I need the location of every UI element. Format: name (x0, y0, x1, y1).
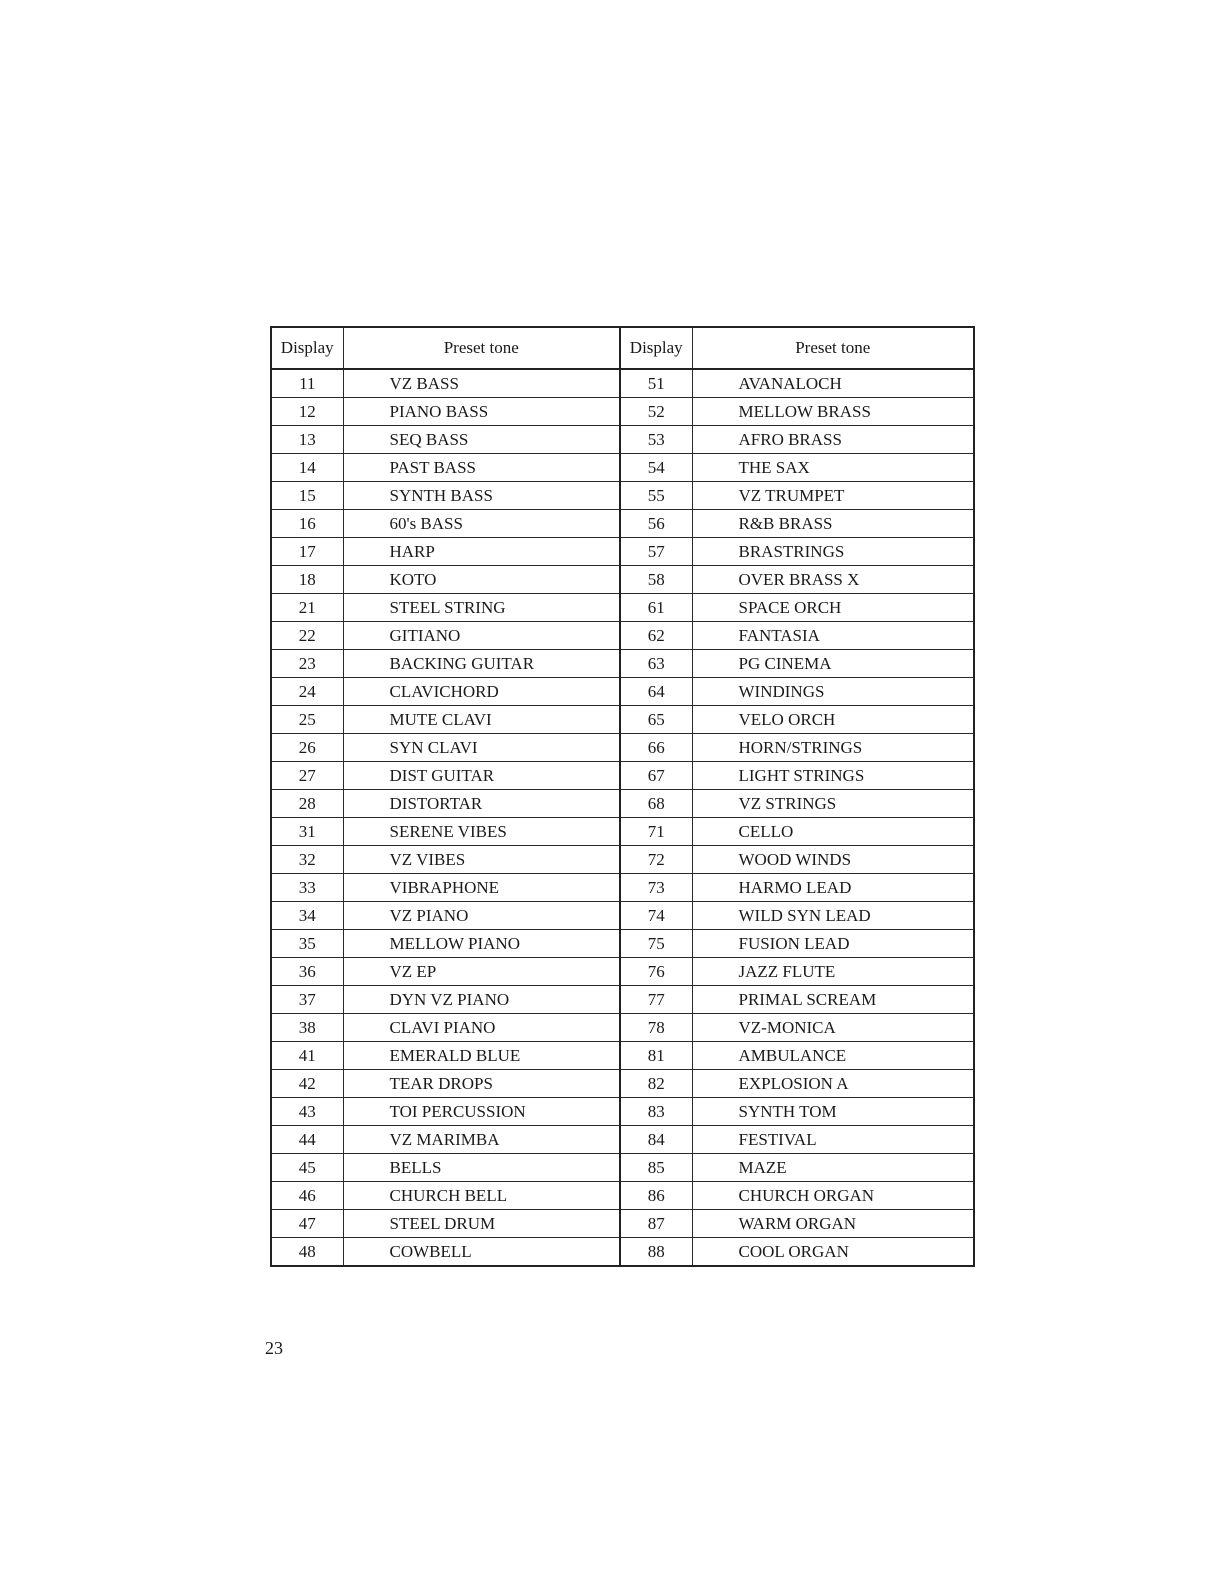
display-number-left: 21 (271, 594, 343, 622)
table-row (271, 650, 974, 678)
preset-tone-left: 60's BASS (343, 510, 620, 538)
display-number-left: 33 (271, 874, 343, 902)
display-number-left: 37 (271, 986, 343, 1014)
display-number-right: 57 (620, 538, 692, 566)
display-number-right: 55 (620, 482, 692, 510)
preset-tone-left: GITIANO (343, 622, 620, 650)
preset-tone-right: PRIMAL SCREAM (692, 986, 974, 1014)
display-number-left: 34 (271, 902, 343, 930)
preset-tone-right: WINDINGS (692, 678, 974, 706)
table-row (271, 846, 974, 874)
preset-tone-left: SEQ BASS (343, 426, 620, 454)
display-number-left: 48 (271, 1238, 343, 1267)
display-number-left: 16 (271, 510, 343, 538)
display-number-right: 61 (620, 594, 692, 622)
display-number-left: 11 (271, 369, 343, 398)
preset-tone-right: FESTIVAL (692, 1126, 974, 1154)
display-number-left: 28 (271, 790, 343, 818)
display-number-left: 35 (271, 930, 343, 958)
preset-tone-left: TOI PERCUSSION (343, 1098, 620, 1126)
table-row (271, 1042, 974, 1070)
display-number-right: 66 (620, 734, 692, 762)
table-row (271, 566, 974, 594)
display-number-left: 41 (271, 1042, 343, 1070)
display-number-left: 18 (271, 566, 343, 594)
preset-tone-left: STEEL STRING (343, 594, 620, 622)
table-row (271, 622, 974, 650)
table-row (271, 958, 974, 986)
preset-tone-left: CHURCH BELL (343, 1182, 620, 1210)
display-number-right: 51 (620, 369, 692, 398)
table-row (271, 538, 974, 566)
preset-tone-left: BACKING GUITAR (343, 650, 620, 678)
preset-tone-right: AMBULANCE (692, 1042, 974, 1070)
preset-tone-left: BELLS (343, 1154, 620, 1182)
preset-tone-left: VZ VIBES (343, 846, 620, 874)
preset-tone-left: DISTORTAR (343, 790, 620, 818)
display-number-right: 58 (620, 566, 692, 594)
display-number-right: 54 (620, 454, 692, 482)
display-number-left: 13 (271, 426, 343, 454)
display-number-right: 84 (620, 1126, 692, 1154)
preset-tone-right: MAZE (692, 1154, 974, 1182)
preset-tone-table (270, 326, 975, 1267)
preset-tone-left: VZ EP (343, 958, 620, 986)
table-body (271, 369, 974, 1266)
preset-tone-right: EXPLOSION A (692, 1070, 974, 1098)
preset-tone-right: BRASTRINGS (692, 538, 974, 566)
preset-tone-left: SYNTH BASS (343, 482, 620, 510)
preset-tone-right: HARMO LEAD (692, 874, 974, 902)
page-number: 23 (265, 1338, 283, 1358)
preset-tone-left: CLAVICHORD (343, 678, 620, 706)
display-number-right: 63 (620, 650, 692, 678)
display-number-left: 36 (271, 958, 343, 986)
preset-tone-left: PAST BASS (343, 454, 620, 482)
display-number-left: 22 (271, 622, 343, 650)
table-row (271, 482, 974, 510)
display-number-right: 73 (620, 874, 692, 902)
display-number-right: 56 (620, 510, 692, 538)
display-number-right: 83 (620, 1098, 692, 1126)
table-row (271, 369, 974, 398)
display-number-left: 46 (271, 1182, 343, 1210)
display-number-left: 12 (271, 398, 343, 426)
display-number-right: 76 (620, 958, 692, 986)
preset-tone-left: SYN CLAVI (343, 734, 620, 762)
preset-tone-right: SYNTH TOM (692, 1098, 974, 1126)
preset-tone-right: LIGHT STRINGS (692, 762, 974, 790)
display-number-left: 23 (271, 650, 343, 678)
preset-tone-right: COOL ORGAN (692, 1238, 974, 1267)
preset-tone-left: MUTE CLAVI (343, 706, 620, 734)
display-number-right: 53 (620, 426, 692, 454)
display-number-left: 47 (271, 1210, 343, 1238)
preset-tone-right: THE SAX (692, 454, 974, 482)
preset-tone-right: CHURCH ORGAN (692, 1182, 974, 1210)
display-number-left: 17 (271, 538, 343, 566)
preset-tone-right: CELLO (692, 818, 974, 846)
preset-tone-left: KOTO (343, 566, 620, 594)
display-number-left: 27 (271, 762, 343, 790)
display-number-right: 62 (620, 622, 692, 650)
preset-tone-left: DYN VZ PIANO (343, 986, 620, 1014)
table-row (271, 454, 974, 482)
preset-tone-right: HORN/STRINGS (692, 734, 974, 762)
preset-tone-left: SERENE VIBES (343, 818, 620, 846)
preset-tone-left: VIBRAPHONE (343, 874, 620, 902)
display-number-left: 38 (271, 1014, 343, 1042)
display-number-left: 14 (271, 454, 343, 482)
display-number-right: 81 (620, 1042, 692, 1070)
preset-tone-right: FUSION LEAD (692, 930, 974, 958)
table-row (271, 930, 974, 958)
table-row (271, 1238, 974, 1267)
preset-tone-right: VZ STRINGS (692, 790, 974, 818)
table-row (271, 398, 974, 426)
table-row (271, 1210, 974, 1238)
display-number-right: 64 (620, 678, 692, 706)
table-row (271, 706, 974, 734)
preset-tone-right: JAZZ FLUTE (692, 958, 974, 986)
header-display-1: Display (271, 327, 343, 369)
preset-tone-right: PG CINEMA (692, 650, 974, 678)
display-number-right: 67 (620, 762, 692, 790)
display-number-right: 85 (620, 1154, 692, 1182)
display-number-right: 87 (620, 1210, 692, 1238)
table-row (271, 594, 974, 622)
table-row (271, 1126, 974, 1154)
preset-tone-right: AFRO BRASS (692, 426, 974, 454)
display-number-right: 72 (620, 846, 692, 874)
display-number-right: 74 (620, 902, 692, 930)
preset-tone-left: VZ BASS (343, 369, 620, 398)
display-number-right: 78 (620, 1014, 692, 1042)
preset-tone-right: FANTASIA (692, 622, 974, 650)
table-row (271, 1070, 974, 1098)
preset-tone-right: SPACE ORCH (692, 594, 974, 622)
header-preset-tone-2: Preset tone (692, 327, 974, 369)
preset-tone-left: HARP (343, 538, 620, 566)
preset-tone-right: WILD SYN LEAD (692, 902, 974, 930)
header-row (271, 327, 974, 369)
preset-tone-right: VZ TRUMPET (692, 482, 974, 510)
preset-tone-left: MELLOW PIANO (343, 930, 620, 958)
display-number-right: 68 (620, 790, 692, 818)
table-row (271, 426, 974, 454)
table-row (271, 818, 974, 846)
table-row (271, 1154, 974, 1182)
preset-tone-right: VELO ORCH (692, 706, 974, 734)
display-number-right: 65 (620, 706, 692, 734)
preset-tone-right: WOOD WINDS (692, 846, 974, 874)
display-number-right: 52 (620, 398, 692, 426)
display-number-left: 42 (271, 1070, 343, 1098)
table-row (271, 986, 974, 1014)
preset-tone-left: EMERALD BLUE (343, 1042, 620, 1070)
table-row (271, 1182, 974, 1210)
preset-tone-right: AVANALOCH (692, 369, 974, 398)
table-row (271, 762, 974, 790)
preset-tone-left: CLAVI PIANO (343, 1014, 620, 1042)
table-row (271, 790, 974, 818)
preset-tone-right: WARM ORGAN (692, 1210, 974, 1238)
header-display-2: Display (620, 327, 692, 369)
table-row (271, 1014, 974, 1042)
table-row (271, 902, 974, 930)
display-number-right: 77 (620, 986, 692, 1014)
display-number-left: 24 (271, 678, 343, 706)
display-number-left: 26 (271, 734, 343, 762)
display-number-left: 15 (271, 482, 343, 510)
display-number-left: 25 (271, 706, 343, 734)
display-number-left: 31 (271, 818, 343, 846)
preset-tone-left: PIANO BASS (343, 398, 620, 426)
preset-tone-left: COWBELL (343, 1238, 620, 1267)
preset-tone-right: R&B BRASS (692, 510, 974, 538)
display-number-left: 45 (271, 1154, 343, 1182)
table-row (271, 678, 974, 706)
preset-tone-left: VZ PIANO (343, 902, 620, 930)
preset-tone-right: MELLOW BRASS (692, 398, 974, 426)
table-row (271, 874, 974, 902)
display-number-right: 75 (620, 930, 692, 958)
preset-tone-left: STEEL DRUM (343, 1210, 620, 1238)
preset-tone-right: OVER BRASS X (692, 566, 974, 594)
preset-tone-left: VZ MARIMBA (343, 1126, 620, 1154)
table-row (271, 1098, 974, 1126)
table-row (271, 734, 974, 762)
preset-tone-right: VZ-MONICA (692, 1014, 974, 1042)
display-number-left: 43 (271, 1098, 343, 1126)
display-number-right: 82 (620, 1070, 692, 1098)
preset-tone-left: DIST GUITAR (343, 762, 620, 790)
table-header (271, 327, 974, 369)
preset-tone-left: TEAR DROPS (343, 1070, 620, 1098)
display-number-right: 88 (620, 1238, 692, 1267)
header-preset-tone-1: Preset tone (343, 327, 620, 369)
display-number-left: 44 (271, 1126, 343, 1154)
display-number-left: 32 (271, 846, 343, 874)
display-number-right: 86 (620, 1182, 692, 1210)
display-number-right: 71 (620, 818, 692, 846)
table-row (271, 510, 974, 538)
